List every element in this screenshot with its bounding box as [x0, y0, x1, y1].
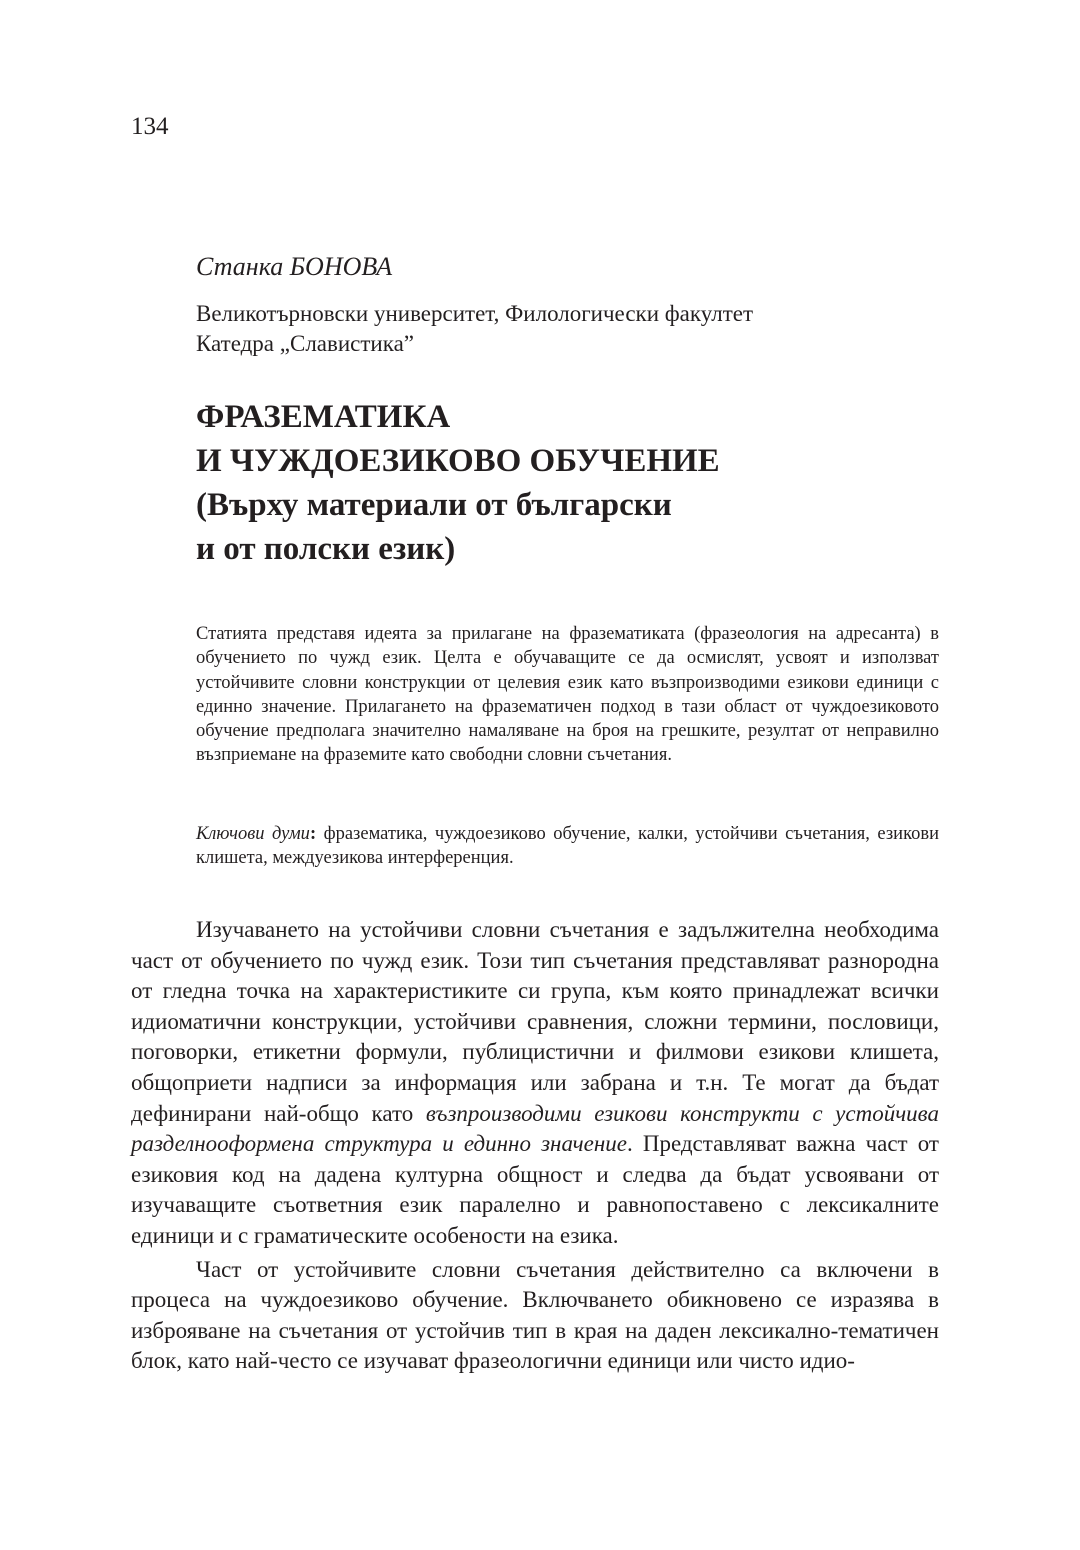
- title-line: (Върху материали от български: [196, 487, 672, 523]
- keywords-list: фразематика, чуждоезиково обучение, калки, устойчиви съчетания, езикови клишета, междуезикова интерференция.: [196, 824, 939, 869]
- affiliation-department: Катедра „Славистика”: [196, 331, 414, 356]
- article-title: [196, 395, 720, 571]
- page-number: 134: [131, 113, 169, 140]
- author-name: Станка БОНОВА: [196, 252, 393, 281]
- author-affiliation: [196, 299, 753, 359]
- title-line: И ЧУЖДОЕЗИКОВО ОБУЧЕНИЕ: [196, 443, 720, 479]
- abstract: Статията представя идеята за прилагане на фразематиката (фразеология на адресанта) в обучението по чужд език. Целта е обучаващите се да осмислят, усвоят и използват устойчивите словни конструкции от целевия език като възпроизводими езикови единици с единно значение. Прилагането на фразематичен подход в тази област от чуждоезиковото обучение предполага значително намаляване на броя на грешките, резултат от неправилно възприемане на фраземите като свободни словни съчетания.: [196, 624, 939, 766]
- body-paragraph: Част от устойчивите словни съчетания действително са включени в процеса на чуждоезиково обучение. Включването обикновено се изразява в изброяване на съчетания от устойчив тип в края на даден лексикално-тематичен блок, като най-често се изучават фразеологични единици или чисто идио-: [131, 1256, 939, 1374]
- keywords: [196, 822, 939, 871]
- definition-emphasis: възпроизводими езикови конструкти с устойчива разделнооформена структура и единно значение: [131, 1100, 939, 1157]
- title-line: и от полски език): [196, 531, 456, 567]
- body-paragraph: [131, 915, 939, 1252]
- paragraph-text: Изучаването на устойчиви словни съчетания е задължителна необходима част от обучението по чужд език. Този тип съчетания представляват разнородна от гледна точка на характеристиките си група, към която принадлежат всички идиоматични конструкции, устойчиви сравнения, сложни термини, пословици, поговорки, етикетни формули, публицистични и филмови езикови клишета, общоприети надписи за информация или забрана и т.н. Те могат да бъдат дефинирани най-общо като: [131, 917, 939, 1126]
- keywords-label: Ключови думи: [196, 824, 310, 844]
- paragraph-text: . Представляват важна част от езиковия код на дадена културна общност и следва да бъдат усвоявани от изучаващите съответния език паралелно и равнопоставено с лексикалните единици и с граматическите особености на езика.: [131, 1131, 939, 1248]
- affiliation-university: Великотърновски университет, Филологически факултет: [196, 301, 754, 326]
- keywords-colon: :: [309, 824, 317, 844]
- title-line: ФРАЗЕМАТИКА: [196, 399, 451, 435]
- body-text: [131, 915, 939, 1380]
